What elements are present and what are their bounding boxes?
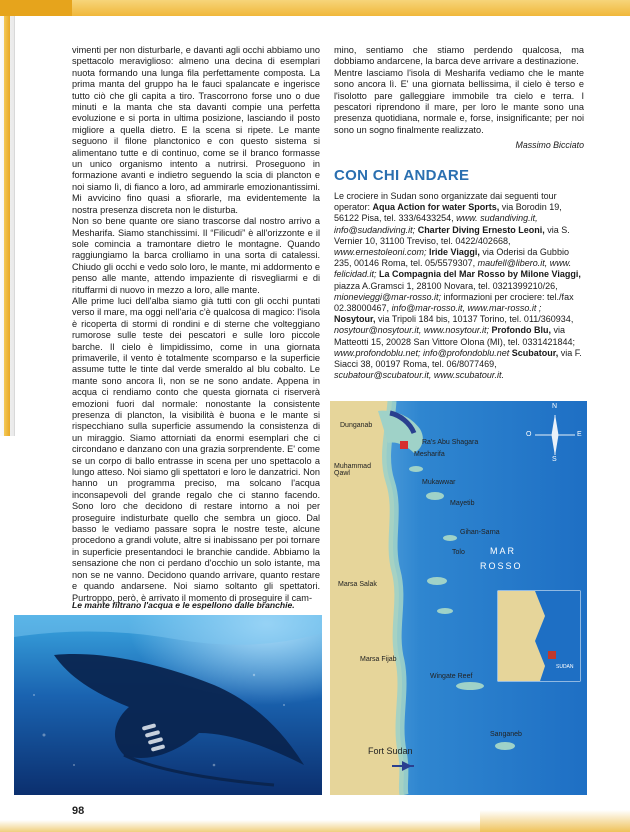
page-number: 98 bbox=[72, 805, 85, 817]
left-page-tab bbox=[0, 16, 15, 436]
operator-web[interactable]: www.profondoblu.net; info@profondoblu.net bbox=[334, 347, 510, 358]
section-title: CON CHI ANDARE bbox=[334, 167, 470, 184]
operator-web[interactable]: scubatour@scubatour.it, www.scubatour.it. bbox=[334, 370, 505, 381]
map-sea-label-rosso: ROSSO bbox=[480, 561, 523, 571]
operator-address: via Matteotti 15, 20028 San Vittore Olona (MI), tel. 0331421844; bbox=[334, 325, 575, 347]
tour-operator-list bbox=[334, 191, 584, 381]
contacts-intro: Le crociere in Sudan sono organizzate dai seguenti tour operator: bbox=[334, 191, 557, 213]
paragraph: Non so bene quante ore siano trascorse dal nostro arrivo a Mesharifa. Siamo stanchissimi. Il “Filicudi” è all'orizzonte e il sole comincia a tramontare dietro le montagne. Quando raggiungiamo la barca crolliamo in una sorta di catalessi. Chiudo gli occhi e vedo solo loro, le mante, mi addormento e penso alle mante, attendo impaziente di risvegliarmi e di rituffarmi di nuovo in mezzo a loro, alle mante. bbox=[72, 216, 320, 295]
article-column-right bbox=[334, 45, 584, 155]
operator-name: Profondo Blu, bbox=[489, 325, 552, 336]
map-label-dunganab: Dunganab bbox=[340, 422, 373, 429]
operator-name: Charter Diving Ernesto Leoni, bbox=[415, 224, 545, 235]
author-signature: Massimo Bicciato bbox=[515, 140, 584, 150]
operator-web[interactable]: maufell@libero.it, www. felicidad.it; bbox=[334, 258, 572, 280]
top-left-accent bbox=[0, 0, 72, 16]
compass-west: O bbox=[526, 431, 532, 438]
operator-name: Scubatour, bbox=[509, 347, 559, 358]
map-label-muhammad-qawl: Muhammad Qawl bbox=[334, 463, 371, 477]
map-graphic bbox=[330, 401, 587, 795]
operator-address: via Tripoli 184 bis, 10137 Torino, tel. 011/360934, bbox=[375, 314, 574, 325]
operator-name: Nosytour, bbox=[334, 314, 376, 325]
operator-address: piazza A.Gramsci 1, 28100 Novara, tel. 0321399210/26, bbox=[334, 280, 558, 291]
operator-web[interactable]: www. sudandiving.it, info@sudandiving.it; bbox=[334, 213, 538, 235]
map-label-mukawwar: Mukawwar bbox=[422, 479, 456, 486]
red-sea-map bbox=[330, 401, 587, 795]
map-label-sanganeb: Sanganeb bbox=[490, 731, 522, 738]
inset-label-sudan: SUDAN bbox=[556, 664, 574, 670]
compass-north: N bbox=[552, 403, 558, 410]
operator-name: Iride Viaggi, bbox=[426, 247, 480, 258]
operator-address: via F. Siacci 38, 00197 Roma, tel. 06/8077469, bbox=[334, 347, 582, 370]
article-column-left bbox=[72, 45, 320, 605]
compass-south: S bbox=[552, 456, 557, 463]
operator-name: Aqua Action for water Sports, bbox=[372, 202, 500, 213]
map-label-fort-sudan: Fort Sudan bbox=[368, 746, 413, 756]
map-label-mayetib: Mayetib bbox=[450, 500, 475, 507]
operator-address: via Oderisi da Gubbio 235, 00146 Roma, tel. 05/5579307, bbox=[334, 247, 569, 269]
paragraph: vimenti per non disturbarle, e davanti agli occhi abbiamo uno spettacolo meraviglioso: almeno una decina di esemplari nuota formando una lunga fila perfettamente composta. La prima manta del gruppo ha le fauci spalancate e ingerisce tutto ciò che gli capita a tiro. Trascorrono forse uno o due minuti e la manta che sta davanti compie una perfetta evoluzione e si porta in ultima posizione, lasciando il posto migliore a quella dietro. E la scena si ripete. Le mante seguono il filone planctonico e con questo sistema si alimentano tutte e di continuo, come se il branco formasse un unico organismo intento a nutrirsi. Proseguono in formazione avanti e indietro seguendo la scia di plancton e noi siamo lì, di fianco a loro, ad ammirarle emozionantissimi. Mi avvicino fino quasi a sfiorarle, ma evidentemente la nostra presenza discreta non le disturba. bbox=[72, 45, 320, 215]
operator-address: via S. Vernier 10, 31100 Treviso, tel. 0422/402668, bbox=[334, 224, 570, 246]
top-decorative-bar bbox=[0, 0, 630, 16]
operator-web[interactable]: mionevieggi@mar-rosso.it; bbox=[334, 291, 442, 302]
operator-web[interactable]: www.ernestoleoni.com; bbox=[334, 247, 427, 258]
photo-caption: Le mante filtrano l'acqua e le espellono dalle branchie. bbox=[72, 600, 295, 610]
map-label-marsa-salak: Marsa Salak bbox=[338, 581, 377, 588]
operator-address: via Borodin 19, 56122 Pisa, tel. 333/6433254, bbox=[334, 202, 562, 224]
map-label-mesharifa: Mesharifa bbox=[414, 451, 445, 458]
map-label-tolo: Tolo bbox=[452, 549, 465, 556]
map-label-wingate-reef: Wingate Reef bbox=[430, 673, 473, 680]
manta-ray-illustration bbox=[14, 615, 322, 795]
map-label-marsa-fijab: Marsa Fijab bbox=[360, 656, 397, 663]
map-label-ras-abu-shagara: Ra's Abu Shagara bbox=[422, 439, 479, 446]
operator-web[interactable]: info@mar-rosso.it, www.mar-rosso.it ; bbox=[391, 303, 542, 314]
manta-ray-photo bbox=[14, 615, 322, 795]
map-sea-label-mar: MAR bbox=[490, 546, 516, 556]
map-label-gihan-sarna: Gihan-Sarna bbox=[460, 529, 500, 536]
operator-name: La Compagnia del Mar Rosso by Milone Viaggi, bbox=[376, 269, 581, 280]
compass-east: E bbox=[577, 431, 582, 438]
operator-extra: informazioni per crociere: tel./fax 02.38000467, bbox=[334, 291, 574, 314]
paragraph: mino, sentiamo che stiamo perdendo qualcosa, ma dobbiamo andarcene, la barca deve arrivare a destinazione. bbox=[334, 45, 584, 67]
left-tab-stripe bbox=[4, 16, 10, 436]
paragraph: Mentre lasciamo l'isola di Mesharifa vediamo che le mante sono ancora lì. E' una giornata bellissima, il cielo è terso e l'isolotto pare galleggiare immobile tra cielo e terra. I pescatori riprendono il mare, per loro le mante sono una presenza quotidiana, normale e, forse, insignificante; per noi sono un sogno finalmente realizzato. bbox=[334, 67, 584, 135]
operator-web[interactable]: nosytour@nosytour.it, www.nosytour.it; bbox=[334, 325, 490, 336]
paragraph: Alle prime luci dell'alba siamo già tutti con gli occhi puntati verso il mare, ma oggi nell'aria c'è qualcosa di magico: l'isola è ricoperta di stormi di rondini e di sterne che volteggiano rumorose sulle teste dei pescatori e sulle loro piccole barche. Il cielo è limpidissimo, come in una giornata primaverile, il vento è totalmente scomparso e la superficie assume tutte le tinte dal verde smeraldo al blu cobalto. Le mante sono ancora lì, non se ne sono andate. Appena in acqua ci rendiamo conto che questa giornata ci riserverà emozioni fuori dal normale: nonostante la consistente presenza di plancton, la visibilità è buona e le mante si rispecchiano sulla superficie assumendo la consistenza di un miraggio. Siamo attorniati da enormi esemplari che ci circondano e danzano con una grazia sorprendente. E' come se un corpo di ballo entrasse in scena per uno spettacolo a lungo atteso. Noi siamo gli spettatori e loro le danzatrici. Non hanno un programma preciso, ma solcano l'acqua inconsapevoli del grande regalo che ci stanno facendo. Sono loro che decidono di restare intorno a noi per proseguire indisturbate quello che sembra un gioco. Dal basso le vediamo passare sopra le nostre teste, alcune procedono a grandi volute, altre si inabissano per poi tornare in superficie presentandoci le branchie candide. Abbiamo la sensazione che non ci perdano d'occhio un solo istante, ma non se ne vanno. Decidono quando arrivare, quanto restare e quando andarsene. Noi siamo soltanto gli spettatori. Purtroppo, però, è arrivato il momento di proseguire il cam- bbox=[72, 295, 320, 603]
bottom-right-accent bbox=[480, 810, 630, 832]
